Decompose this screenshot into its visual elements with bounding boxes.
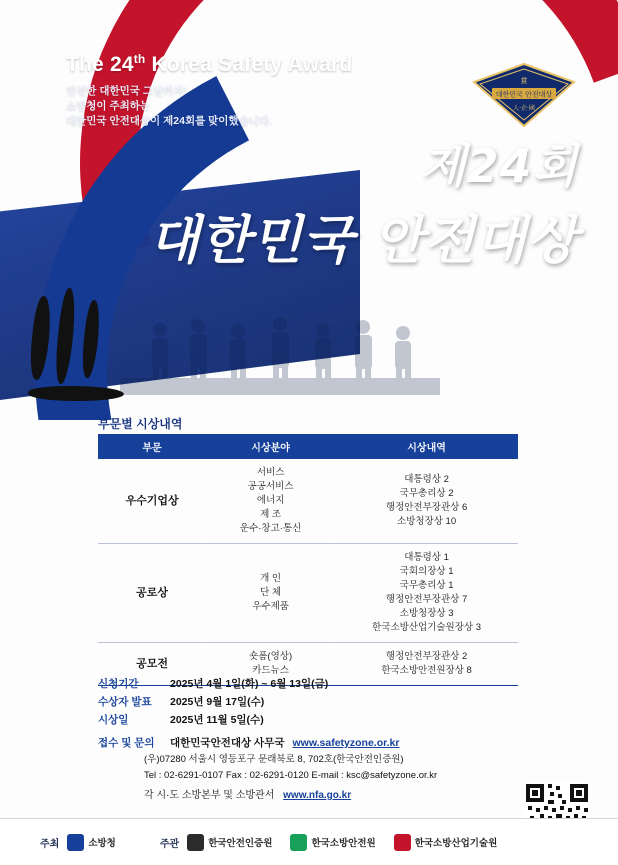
row-field: 숏폼(영상) 카드뉴스 [206, 643, 336, 686]
footer-host-org-name: 소방청 [88, 838, 116, 849]
intro-line-2: 소방청이 주최하는 [66, 100, 151, 112]
poster-artwork [0, 0, 618, 420]
row-category: 공모전 [99, 643, 206, 686]
info-row-application-period [98, 676, 558, 693]
korean-title-line-2: 대한민국 안전대상 [149, 211, 578, 271]
english-title [66, 52, 352, 77]
footer-organizer-2-name: 한국소방안전원 [311, 838, 376, 849]
intro-text [66, 84, 272, 129]
workers-silhouette [120, 300, 440, 395]
english-title-sup: th [133, 52, 146, 66]
contact-block [98, 735, 558, 804]
english-title-main: The 24 [66, 53, 134, 76]
award-emblem-icon [470, 62, 578, 128]
row-field: 서비스 공공서비스 에너지 제 조 운수·창고·통신 [206, 459, 336, 544]
info-row-ceremony-date [98, 712, 558, 729]
svg-text:人·企·國: 人·企·國 [513, 105, 535, 112]
info-row-winner-announcement [98, 694, 558, 711]
contact-address: (우)07280 서울시 영등포구 문래북로 8, 702호(한국안전인증원) [144, 754, 404, 765]
info-label: 신청기간 [98, 678, 139, 690]
col-header-detail: 시상내역 [336, 435, 518, 459]
svg-text:대한민국 안전대상: 대한민국 안전대상 [495, 90, 553, 99]
contact-phone-fax-email: Tel : 02-6291-0107 Fax : 02-6291-0120 E-mail : ksc@safetyzone.or.kr [144, 770, 438, 781]
row-field: 개 인 단 체 우수제품 [206, 544, 336, 643]
footer-organizer-3 [394, 834, 498, 851]
table-row [99, 544, 518, 643]
footer-organizer-2 [290, 834, 375, 851]
footer-host-org [67, 834, 116, 851]
row-detail: 행정안전부장관상 2 한국소방안전원장상 8 [336, 643, 518, 686]
footer-organizer-label: 주관 [159, 838, 180, 850]
nfa-website-link[interactable]: www.nfa.go.kr [283, 790, 352, 801]
fire-agency-logo-icon [67, 834, 84, 851]
info-label: 시상일 [98, 714, 129, 726]
fire-agency-line [98, 788, 558, 804]
awards-section-title: 부문별 시상내역 [98, 417, 183, 431]
footer-host-label: 주최 [40, 838, 60, 850]
fire-agency-text: 각 시·도 소방본부 및 소방관서 [144, 790, 275, 801]
info-value: 2025년 11월 5일(수) [170, 714, 264, 726]
brush-stroke-decoration [28, 286, 148, 404]
footer-organizer-3-name: 한국소방산업기술원 [414, 838, 498, 849]
svg-text:賞: 賞 [520, 77, 528, 85]
safetyzone-website-link[interactable]: www.safetyzone.or.kr [292, 737, 400, 749]
english-title-rest: Korea Safety Award [145, 53, 353, 76]
row-detail: 대통령상 2 국무총리상 2 행정안전부장관상 6 소방청장상 10 [336, 459, 518, 544]
info-value: 2025년 4월 1일(화) ~ 6월 13일(금) [170, 678, 329, 690]
row-category: 우수기업상 [99, 459, 206, 544]
footer-bar [0, 818, 618, 865]
col-header-category: 부문 [99, 435, 206, 459]
korean-title-line-1: 제24회 [421, 139, 578, 193]
contact-row [98, 735, 558, 751]
intro-line-3: 대한민국 안전대상이 제24회를 맞이했습니다. [66, 115, 272, 127]
col-header-field: 시상분야 [206, 435, 336, 459]
awards-table [98, 434, 518, 686]
info-value: 2025년 9월 17일(수) [170, 696, 265, 708]
row-detail: 대통령상 1 국회의장상 1 국무총리상 1 행정안전부장관상 7 소방청장상 3 한국소방산업기술원장상 3 [336, 544, 518, 643]
contact-organization: 대한민국안전대상 사무국 [170, 737, 285, 749]
table-header-row [99, 435, 518, 459]
intro-line-1: 안전한 대한민국 그날까지! [66, 85, 187, 97]
info-label: 수상자 발표 [98, 696, 152, 708]
row-category: 공로상 [99, 544, 206, 643]
table-row [99, 459, 518, 544]
kfi-logo-icon [394, 834, 411, 851]
kfsi-logo-icon [290, 834, 307, 851]
contact-label: 접수 및 문의 [98, 737, 155, 749]
footer-organizer-1 [187, 834, 272, 851]
kaci-logo-icon [187, 834, 204, 851]
info-block [98, 676, 558, 804]
korean-title [149, 130, 578, 273]
footer-organizer-1-name: 한국안전인증원 [208, 838, 273, 849]
